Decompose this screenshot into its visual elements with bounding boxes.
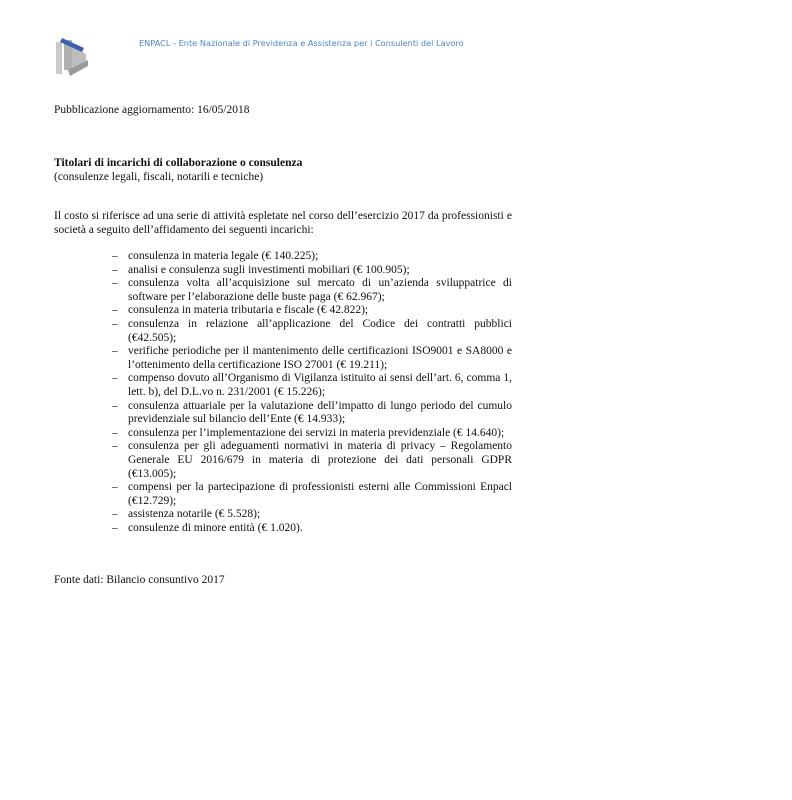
list-item-text: assistenza notarile (€ 5.528); xyxy=(128,508,261,521)
bullet-dash: – xyxy=(112,399,118,412)
list-item xyxy=(112,427,512,441)
list-item xyxy=(112,345,512,372)
bullet-dash: – xyxy=(112,481,118,494)
section-subtitle: (consulenze legali, fiscali, notarili e tecniche) xyxy=(54,171,264,183)
list-item xyxy=(112,508,512,522)
bullet-dash: – xyxy=(112,263,118,276)
list-item xyxy=(112,522,512,536)
list-item xyxy=(112,440,512,481)
list-item-text: verifiche periodiche per il mantenimento delle certificazioni ISO9001 e SA8000 e l’ottenimento della certificazione ISO 27001 (€ 19.211); xyxy=(128,345,512,371)
list-item xyxy=(112,318,512,345)
list-item-text: consulenza attuariale per la valutazione dell’impatto di lungo periodo del cumulo previdenziale sul bilancio dell’Ente (€ 14.933); xyxy=(128,399,512,426)
publication-date: Pubblicazione aggiornamento: 16/05/2018 xyxy=(54,104,250,116)
bullet-dash: – xyxy=(112,426,118,439)
list-item-text: compenso dovuto all’Organismo di Vigilanza istituito ai sensi dell’art. 6, comma 1, lett. b), del D.L.vo n. 231/2001 (€ 15.226); xyxy=(128,372,512,398)
enpacl-logo-icon xyxy=(54,36,94,78)
bullet-dash: – xyxy=(112,508,118,521)
bullet-dash: – xyxy=(112,521,118,534)
bullet-dash: – xyxy=(112,277,118,290)
intro-paragraph: Il costo si riferisce ad una serie di attività espletate nel corso dell’esercizio 2017 da professionisti e società a seguito dell’affidamento dei seguenti incarichi: xyxy=(54,210,512,236)
bullet-dash: – xyxy=(112,317,118,330)
bullet-dash: – xyxy=(112,440,118,453)
list-item xyxy=(112,304,512,318)
list-item-text: analisi e consulenza sugli investimenti mobiliari (€ 100.905); xyxy=(128,263,410,276)
list-item-text: consulenza volta all’acquisizione sul mercato di un’azienda sviluppatrice di software per l’elaborazione delle buste paga (€ 62.967); xyxy=(128,277,512,303)
assignment-list xyxy=(112,250,512,535)
list-item xyxy=(112,250,512,264)
list-item-text: consulenza per gli adeguamenti normativi in materia di privacy – Regolamento Generale EU 2016/679 in materia di protezione dei dati personali GDPR (€13.005); xyxy=(128,440,512,480)
list-item xyxy=(112,372,512,399)
bullet-dash: – xyxy=(112,250,118,262)
bullet-dash: – xyxy=(112,345,118,358)
list-item-text: consulenza per l’implementazione dei servizi in materia previdenziale (€ 14.640); xyxy=(128,426,505,439)
list-item-text: consulenze di minore entità (€ 1.020). xyxy=(128,521,303,534)
list-item xyxy=(112,264,512,278)
list-item-text: consulenza in materia tributaria e fiscale (€ 42.822); xyxy=(128,304,369,317)
list-item-text: compensi per la partecipazione di professionisti esterni alle Commissioni Enpacl (€12.729); xyxy=(128,481,512,507)
list-item xyxy=(112,277,512,304)
bullet-dash: – xyxy=(112,372,118,385)
organization-name: ENPACL - Ente Nazionale di Previdenza e Assistenza per i Consulenti del Lavoro xyxy=(139,38,464,48)
section-title: Titolari di incarichi di collaborazione o consulenza xyxy=(54,157,303,169)
list-item-text: consulenza in relazione all’applicazione del Codice dei contratti pubblici (€42.505); xyxy=(128,317,512,344)
section-heading xyxy=(54,156,302,184)
list-item xyxy=(112,481,512,508)
bullet-dash: – xyxy=(112,304,118,317)
data-source: Fonte dati: Bilancio consuntivo 2017 xyxy=(54,574,225,586)
list-item-text: consulenza in materia legale (€ 140.225); xyxy=(128,250,319,262)
list-item xyxy=(112,400,512,427)
